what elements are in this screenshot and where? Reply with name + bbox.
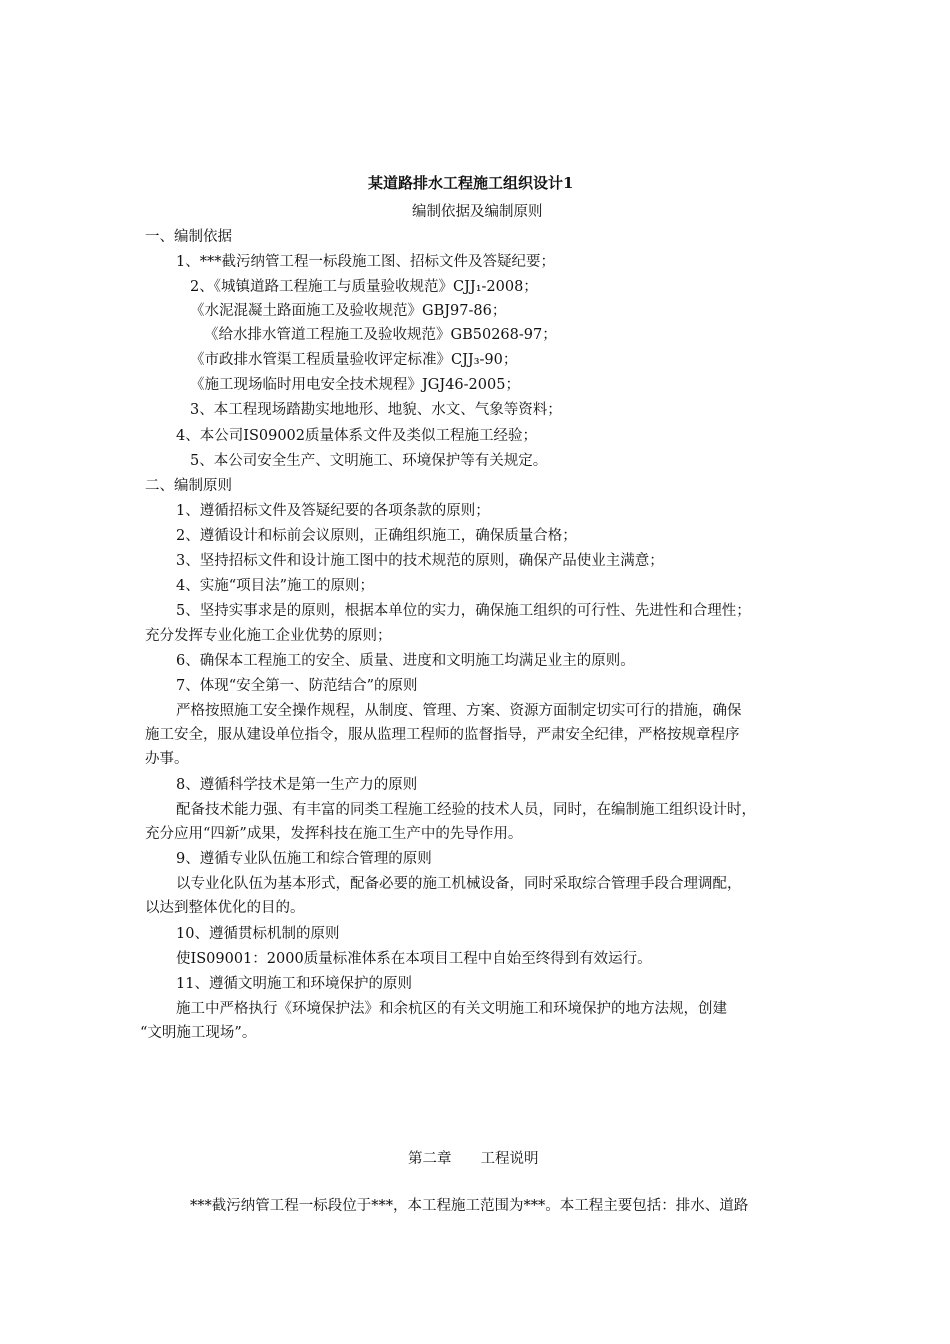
principle-line: 9、遵循专业队伍施工和综合管理的原则 [176,851,432,867]
basis-item: 《市政排水管渠工程质量验收评定标准》CJJ₃-90； [190,352,518,368]
principle-line: 配备技术能力强、有丰富的同类工程施工经验的技术人员，同时，在编制施工组织设计时， [176,802,756,818]
basis-item: 3、本工程现场踏勘实地地形、地貌、水文、气象等资料； [190,402,562,418]
section-heading: 一、编制依据 [145,229,232,245]
principle-line: 7、体现“安全第一、防范结合”的原则 [176,678,418,694]
principle-line: 以达到整体优化的目的。 [145,900,305,916]
principle-line: 11、遵循文明施工和环境保护的原则 [176,976,412,992]
principle-line: 5、坚持实事求是的原则，根据本单位的实力，确保施工组织的可行性、先进性和合理性； [176,603,751,619]
principle-line: 8、遵循科学技术是第一生产力的原则 [176,777,418,793]
document-title: 某道路排水工程施工组织设计1 [368,174,574,192]
principle-line: 施工安全，服从建设单位指令，服从监理工程师的监督指导，严肃安全纪律，严格按规章程序 [145,727,740,743]
principle-line: 严格按照施工安全操作规程，从制度、管理、方案、资源方面制定切实可行的措施，确保 [176,703,742,719]
document-subtitle: 编制依据及编制原则 [412,204,543,220]
principle-line: 3、坚持招标文件和设计施工图中的技术规范的原则，确保产品使业主满意； [176,553,664,569]
principle-line: 4、实施“项目法”施工的原则； [176,578,375,594]
basis-item: 4、本公司IS09002质量体系文件及类似工程施工经验； [176,428,538,444]
principle-line: 2、遵循设计和标前会议原则，正确组织施工，确保质量合格； [176,528,577,544]
basis-item: 1、***截污纳管工程一标段施工图、招标文件及答疑纪要； [176,254,555,270]
basis-item: 《水泥混凝土路面施工及验收规范》GBJ97-86； [190,303,507,319]
chapter-heading: 第二章 工程说明 [408,1151,539,1167]
principle-line: 使IS09001：2000质量标准体系在本项目工程中自始至终得到有效运行。 [176,951,652,967]
principle-line: 10、遵循贯标机制的原则 [176,926,340,942]
principle-line: 施工中严格执行《环境保护法》和余杭区的有关文明施工和环境保护的地方法规，创建 [176,1001,727,1017]
principle-line: “文明施工现场”。 [140,1025,257,1041]
basis-item: 《施工现场临时用电安全技术规程》JGJ46-2005； [190,377,520,393]
chapter-paragraph: ***截污纳管工程一标段位于***，本工程施工范围为***。本工程主要包括：排水、道路 [190,1198,749,1214]
basis-item: 《给水排水管道工程施工及验收规范》GB50268-97； [204,327,557,343]
principle-line: 办事。 [145,751,189,767]
section-heading: 二、编制原则 [145,478,232,494]
basis-item: 2、《城镇道路工程施工与质量验收规范》CJJ₁-2008； [190,279,538,295]
principle-line: 充分应用“四新”成果，发挥科技在施工生产中的先导作用。 [145,826,523,842]
principle-line: 充分发挥专业化施工企业优势的原则； [145,628,392,644]
principle-line: 6、确保本工程施工的安全、质量、进度和文明施工均满足业主的原则。 [176,653,635,669]
principle-line: 以专业化队伍为基本形式，配备必要的施工机械设备，同时采取综合管理手段合理调配， [176,876,742,892]
principle-line: 1、遵循招标文件及答疑纪要的各项条款的原则； [176,503,490,519]
basis-item: 5、本公司安全生产、文明施工、环境保护等有关规定。 [190,453,548,469]
